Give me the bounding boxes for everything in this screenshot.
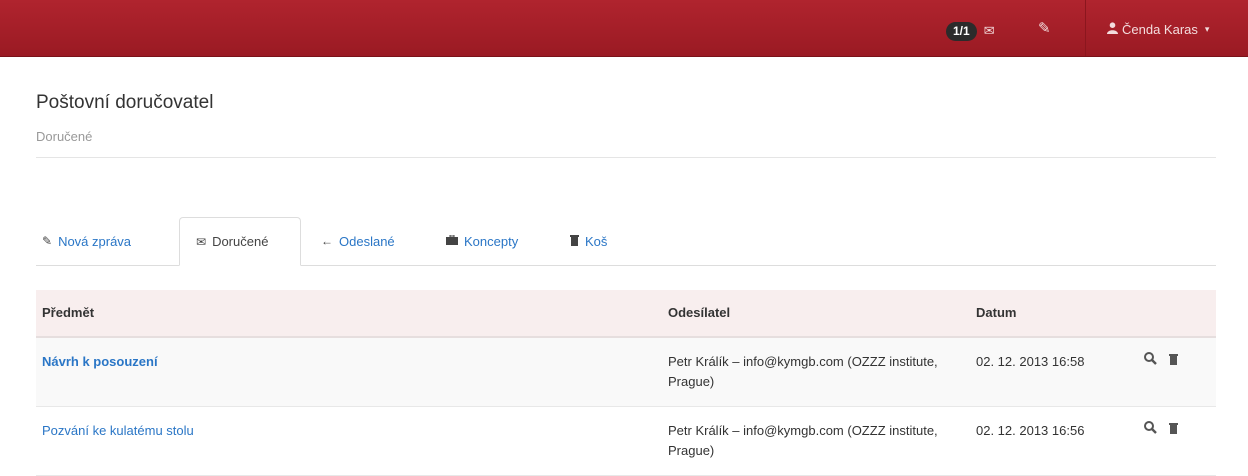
- top-navbar: [0, 0, 1248, 57]
- tab-sent[interactable]: [321, 217, 395, 265]
- column-sender[interactable]: Odesílatel: [668, 305, 731, 320]
- row-actions: [1144, 421, 1178, 437]
- page-title: Poštovní doručovatel: [36, 92, 214, 113]
- tab-new-message[interactable]: [42, 217, 131, 265]
- envelope-icon: ✉: [983, 23, 995, 38]
- tab-label: Nová zpráva: [58, 233, 132, 249]
- pencil-icon: ✎: [42, 234, 53, 248]
- message-sender: Petr Králík – info@kymgb.com (OZZZ institute, Prague): [668, 354, 938, 389]
- messages-table: [36, 290, 1216, 476]
- zoom-in-icon[interactable]: [1144, 421, 1157, 437]
- table-header: [36, 290, 1216, 338]
- chevron-down-icon: ▾: [1204, 24, 1210, 34]
- tab-label: Koncepty: [464, 233, 519, 249]
- message-date: 02. 12. 2013 16:56: [976, 423, 1085, 438]
- mailbox-tabs: [36, 217, 1216, 266]
- navbar-divider: [1085, 0, 1086, 56]
- user-menu[interactable]: [1107, 22, 1209, 37]
- tab-label: Doručené: [212, 234, 269, 249]
- tab-trash[interactable]: [570, 217, 607, 265]
- table-row[interactable]: [36, 338, 1216, 407]
- header-divider: [36, 157, 1216, 158]
- zoom-in-icon[interactable]: [1144, 352, 1157, 368]
- tab-label: Koš: [585, 233, 608, 249]
- message-count-badge: 1/1: [946, 22, 977, 41]
- tab-label: Odeslané: [339, 233, 395, 249]
- user-name: Čenda Karas: [1122, 22, 1198, 37]
- messages-indicator[interactable]: [946, 20, 995, 42]
- message-sender: Petr Králík – info@kymgb.com (OZZZ institute, Prague): [668, 423, 938, 458]
- user-icon: [1107, 22, 1118, 37]
- trash-icon: [570, 234, 579, 249]
- message-subject-link[interactable]: Návrh k posouzení: [42, 354, 158, 369]
- tab-drafts[interactable]: [446, 217, 518, 265]
- trash-icon[interactable]: [1169, 421, 1178, 437]
- column-date[interactable]: Datum: [976, 305, 1017, 320]
- column-subject[interactable]: Předmět: [42, 305, 95, 320]
- message-date: 02. 12. 2013 16:58: [976, 354, 1085, 369]
- page-subtitle: Doručené: [36, 129, 93, 144]
- envelope-icon: ✉: [196, 234, 207, 249]
- arrow-left-icon: ←: [321, 234, 333, 248]
- row-actions: [1144, 352, 1178, 368]
- pencil-icon[interactable]: ✎: [1038, 20, 1051, 37]
- tab-inbox[interactable]: [179, 217, 301, 266]
- trash-icon[interactable]: [1169, 352, 1178, 368]
- briefcase-icon: [446, 234, 458, 248]
- message-subject-link[interactable]: Pozvání ke kulatému stolu: [42, 423, 194, 438]
- table-row[interactable]: [36, 407, 1216, 476]
